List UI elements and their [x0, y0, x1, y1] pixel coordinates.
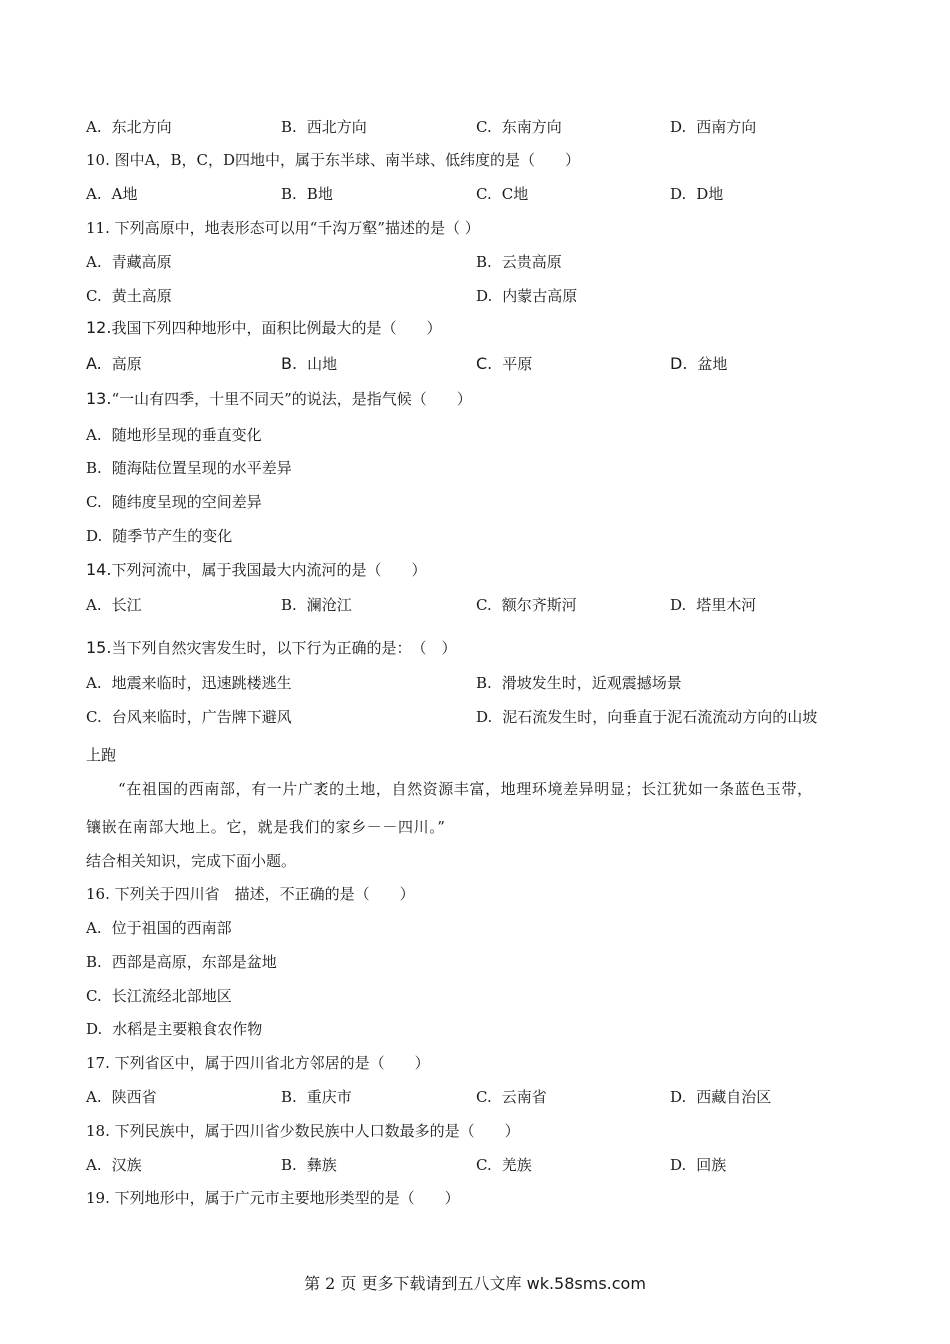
q10-option-c: C. C地	[476, 185, 529, 203]
q14-option-c: C. 额尔齐斯河	[476, 596, 577, 614]
q17-option-c: C. 云南省	[476, 1088, 547, 1106]
q14-option-b: B. 澜沧江	[281, 596, 352, 614]
q15-stem: 15.当下列自然灾害发生时，以下行为正确的是： （ ）	[86, 638, 457, 657]
q18-option-a: A. 汉族	[86, 1156, 142, 1174]
q16-option-b: B. 西部是高原，东部是盆地	[86, 953, 277, 971]
q12-stem: 12.我国下列四种地形中，面积比例最大的是（ ）	[86, 318, 442, 337]
q11-option-d: D. 内蒙古高原	[476, 287, 578, 305]
q15-option-d-continuation: 上跑	[86, 746, 117, 764]
q11-option-c: C. 黄土高原	[86, 287, 172, 305]
page-footer	[0, 1273, 950, 1295]
q13-option-d: D. 随季节产生的变化	[86, 527, 233, 545]
q16-option-a: A. 位于祖国的西南部	[86, 919, 232, 937]
q15-option-c: C. 台风来临时，广告牌下避风	[86, 708, 292, 726]
q16-option-d: D. 水稻是主要粮食农作物	[86, 1020, 263, 1038]
q12-option-b: B. 山地	[281, 354, 338, 373]
q11-option-b: B. 云贵高原	[476, 253, 562, 271]
q12-option-a: A. 高原	[86, 354, 142, 373]
q10-option-d: D. D地	[670, 185, 724, 203]
q10-option-a: A. A地	[86, 185, 138, 203]
q15-option-d: D. 泥石流发生时，向垂直于泥石流流动方向的山坡	[476, 708, 818, 726]
q13-option-a: A. 随地形呈现的垂直变化	[86, 426, 262, 444]
q12-option-d: D. 盆地	[670, 354, 728, 373]
q11-stem: 11. 下列高原中，地表形态可以用“千沟万壑”描述的是（ ）	[86, 219, 480, 237]
q18-option-b: B. 彝族	[281, 1156, 337, 1174]
q10-option-b: B. B地	[281, 185, 333, 203]
q17-stem: 17. 下列省区中，属于四川省北方邻居的是（ ）	[86, 1054, 430, 1072]
q14-option-a: A. 长江	[86, 596, 142, 614]
footer-site-link[interactable]: wk.58sms.com	[526, 1274, 646, 1293]
q16-stem: 16. 下列关于四川省 描述，不正确的是（ ）	[86, 885, 415, 903]
q13-option-b: B. 随海陆位置呈现的水平差异	[86, 459, 292, 477]
q18-option-d: D. 回族	[670, 1156, 727, 1174]
q17-option-d: D. 西藏自治区	[670, 1088, 772, 1106]
q9-option-b: B. 西北方向	[281, 118, 367, 136]
q17-option-b: B. 重庆市	[281, 1088, 352, 1106]
q13-option-c: C. 随纬度呈现的空间差异	[86, 493, 262, 511]
passage-line-2: 镶嵌在南部大地上。它，就是我们的家乡－－四川。”	[86, 818, 446, 836]
q14-stem: 14.下列河流中，属于我国最大内流河的是（ ）	[86, 560, 427, 579]
q13-stem: 13.“一山有四季，十里不同天”的说法，是指气候（ ）	[86, 389, 472, 408]
q19-stem: 19. 下列地形中，属于广元市主要地形类型的是（ ）	[86, 1189, 460, 1207]
q17-option-a: A. 陕西省	[86, 1088, 157, 1106]
q9-option-a: A. 东北方向	[86, 118, 172, 136]
q14-option-d: D. 塔里木河	[670, 596, 757, 614]
footer-text: 第 2 页 更多下载请到五八文库	[304, 1274, 527, 1293]
q12-option-c: C. 平原	[476, 354, 533, 373]
q11-option-a: A. 青藏高原	[86, 253, 172, 271]
q15-option-b: B. 滑坡发生时，近观震撼场景	[476, 674, 682, 692]
q18-option-c: C. 羌族	[476, 1156, 532, 1174]
q16-option-c: C. 长江流经北部地区	[86, 987, 232, 1005]
q9-option-c: C. 东南方向	[476, 118, 562, 136]
q18-stem: 18. 下列民族中，属于四川省少数民族中人口数最多的是（ ）	[86, 1122, 520, 1140]
q9-option-d: D. 西南方向	[670, 118, 757, 136]
passage-line-1: “在祖国的西南部，有一片广袤的土地，自然资源丰富，地理环境差异明显；长江犹如一条蓝色玉带，	[118, 780, 813, 798]
passage-instruction: 结合相关知识，完成下面小题。	[86, 852, 297, 870]
q15-option-a: A. 地震来临时，迅速跳楼逃生	[86, 674, 292, 692]
q10-stem: 10. 图中A，B，C，D四地中，属于东半球、南半球、低纬度的是（ ）	[86, 151, 580, 169]
